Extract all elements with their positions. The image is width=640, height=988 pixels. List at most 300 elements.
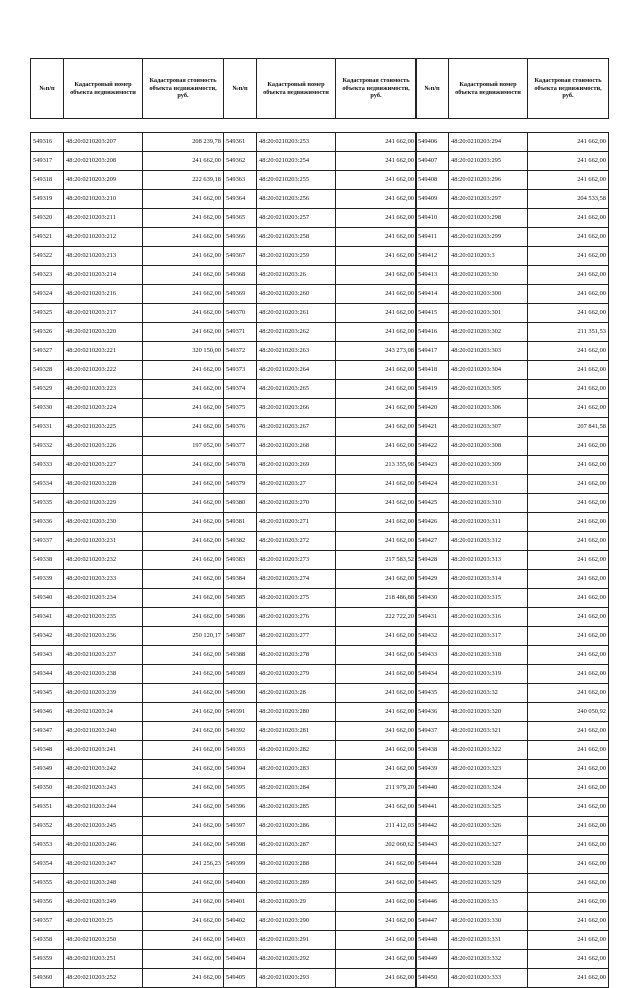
row-number: 549448: [416, 931, 449, 950]
row-number: 549384: [224, 570, 257, 589]
table-row: [31, 247, 224, 266]
cadastral-value: 241 662,00: [143, 950, 224, 969]
cadastral-number: 48:20:0210203:29: [257, 893, 336, 912]
row-number: 549396: [224, 798, 257, 817]
header-cadastral-value: Кадастровая стоимость объекта недвижимости, руб.: [336, 59, 417, 119]
cadastral-number: 48:20:0210203:284: [257, 779, 336, 798]
table-row: [224, 437, 417, 456]
cadastral-number: 48:20:0210203:307: [449, 418, 528, 437]
row-number: 549415: [416, 304, 449, 323]
table-row: [224, 266, 417, 285]
table-row: [416, 893, 609, 912]
cadastral-number: 48:20:0210203:272: [257, 532, 336, 551]
cadastral-number: 48:20:0210203:311: [449, 513, 528, 532]
row-number: 549337: [31, 532, 64, 551]
cadastral-value: 241 662,00: [143, 760, 224, 779]
cadastral-value: 241 662,00: [528, 608, 609, 627]
row-number: 549323: [31, 266, 64, 285]
cadastral-number: 48:20:0210203:233: [64, 570, 143, 589]
table-row: [224, 551, 417, 570]
cadastral-value: 241 662,00: [336, 931, 417, 950]
row-number: 549368: [224, 266, 257, 285]
table-row: [224, 418, 417, 437]
cadastral-value: 241 662,00: [528, 285, 609, 304]
table-row: [31, 456, 224, 475]
row-number: 549374: [224, 380, 257, 399]
row-number: 549375: [224, 399, 257, 418]
cadastral-value: 241 662,00: [336, 646, 417, 665]
table-row: [31, 950, 224, 969]
cadastral-number: 48:20:0210203:316: [449, 608, 528, 627]
cadastral-value: 241 662,00: [528, 893, 609, 912]
header-spacer: [224, 119, 417, 133]
cadastral-number: 48:20:0210203:277: [257, 627, 336, 646]
table-row: [416, 684, 609, 703]
row-number: 549319: [31, 190, 64, 209]
cadastral-number: 48:20:0210203:312: [449, 532, 528, 551]
table-row: [416, 266, 609, 285]
cadastral-value: 241 662,00: [528, 760, 609, 779]
cadastral-value: 241 662,00: [528, 266, 609, 285]
cadastral-number: 48:20:0210203:211: [64, 209, 143, 228]
cadastral-number: 48:20:0210203:295: [449, 152, 528, 171]
row-number: 549429: [416, 570, 449, 589]
row-number: 549328: [31, 361, 64, 380]
table-row: [224, 836, 417, 855]
cadastral-number: 48:20:0210203:270: [257, 494, 336, 513]
row-number: 549392: [224, 722, 257, 741]
row-number: 549324: [31, 285, 64, 304]
row-number: 549447: [416, 912, 449, 931]
table-row: [224, 513, 417, 532]
table-row: [224, 475, 417, 494]
row-number: 549424: [416, 475, 449, 494]
table-row: [416, 912, 609, 931]
cadastral-number: 48:20:0210203:257: [257, 209, 336, 228]
row-number: 549405: [224, 969, 257, 988]
row-number: 549316: [31, 133, 64, 152]
header-row: [416, 59, 609, 119]
cadastral-number: 48:20:0210203:225: [64, 418, 143, 437]
row-number: 549449: [416, 950, 449, 969]
table-row: [416, 494, 609, 513]
table-row: [416, 950, 609, 969]
cadastral-value: 241 662,00: [143, 931, 224, 950]
cadastral-value: 241 662,00: [528, 228, 609, 247]
cadastral-number: 48:20:0210203:249: [64, 893, 143, 912]
cadastral-value: 241 662,00: [143, 741, 224, 760]
row-number: 549355: [31, 874, 64, 893]
header-num: №п/п: [224, 59, 257, 119]
cadastral-number: 48:20:0210203:327: [449, 836, 528, 855]
cadastral-number: 48:20:0210203:31: [449, 475, 528, 494]
table-row: [31, 646, 224, 665]
cadastral-value: 217 583,52: [336, 551, 417, 570]
cadastral-value: 241 662,00: [336, 513, 417, 532]
row-number: 549426: [416, 513, 449, 532]
cadastral-number: 48:20:0210203:306: [449, 399, 528, 418]
row-number: 549422: [416, 437, 449, 456]
cadastral-value: 241 662,00: [143, 874, 224, 893]
cadastral-value: 241 662,00: [528, 874, 609, 893]
table-row: [224, 361, 417, 380]
cadastral-value: 241 662,00: [336, 798, 417, 817]
row-number: 549421: [416, 418, 449, 437]
cadastral-value: 197 052,00: [143, 437, 224, 456]
table-row: [224, 228, 417, 247]
table-row: [31, 741, 224, 760]
cadastral-value: 218 486,88: [336, 589, 417, 608]
cadastral-number: 48:20:0210203:236: [64, 627, 143, 646]
cadastral-value: 241 662,00: [528, 646, 609, 665]
cadastral-number: 48:20:0210203:24: [64, 703, 143, 722]
cadastral-value: 241 662,00: [336, 133, 417, 152]
cadastral-value: 241 662,00: [143, 285, 224, 304]
table-row: [416, 798, 609, 817]
table-row: [224, 779, 417, 798]
row-number: 549364: [224, 190, 257, 209]
cadastral-number: 48:20:0210203:230: [64, 513, 143, 532]
row-number: 549383: [224, 551, 257, 570]
spacer-cell: [224, 119, 257, 133]
table-row: [416, 627, 609, 646]
cadastral-number: 48:20:0210203:315: [449, 589, 528, 608]
row-number: 549334: [31, 475, 64, 494]
cadastral-value: 241 662,00: [528, 817, 609, 836]
cadastral-number: 48:20:0210203:253: [257, 133, 336, 152]
cadastral-number: 48:20:0210203:212: [64, 228, 143, 247]
cadastral-table-block-2: [223, 58, 417, 988]
cadastral-number: 48:20:0210203:292: [257, 950, 336, 969]
row-number: 549362: [224, 152, 257, 171]
cadastral-number: 48:20:0210203:258: [257, 228, 336, 247]
spacer-cell: [528, 119, 609, 133]
cadastral-table-block-3: [415, 58, 609, 988]
table-row: [224, 380, 417, 399]
cadastral-number: 48:20:0210203:330: [449, 912, 528, 931]
cadastral-number: 48:20:0210203:242: [64, 760, 143, 779]
cadastral-number: 48:20:0210203:321: [449, 722, 528, 741]
header-spacer: [416, 119, 609, 133]
spacer-cell: [416, 119, 449, 133]
table-row: [224, 589, 417, 608]
cadastral-number: 48:20:0210203:237: [64, 646, 143, 665]
cadastral-number: 48:20:0210203:227: [64, 456, 143, 475]
row-number: 549346: [31, 703, 64, 722]
table-row: [224, 171, 417, 190]
spacer-cell: [336, 119, 417, 133]
row-number: 549385: [224, 589, 257, 608]
row-number: 549363: [224, 171, 257, 190]
cadastral-number: 48:20:0210203:319: [449, 665, 528, 684]
cadastral-value: 241 662,00: [528, 855, 609, 874]
row-number: 549423: [416, 456, 449, 475]
cadastral-value: 241 662,00: [143, 551, 224, 570]
row-number: 549348: [31, 741, 64, 760]
cadastral-value: 241 662,00: [336, 874, 417, 893]
cadastral-number: 48:20:0210203:226: [64, 437, 143, 456]
cadastral-value: 241 662,00: [336, 171, 417, 190]
table-row: [31, 399, 224, 418]
cadastral-value: 241 662,00: [143, 798, 224, 817]
row-number: 549367: [224, 247, 257, 266]
row-number: 549391: [224, 703, 257, 722]
cadastral-value: 241 662,00: [336, 627, 417, 646]
row-number: 549442: [416, 817, 449, 836]
table-row: [31, 703, 224, 722]
cadastral-value: 243 273,08: [336, 342, 417, 361]
cadastral-value: 241 662,00: [336, 684, 417, 703]
row-number: 549401: [224, 893, 257, 912]
cadastral-number: 48:20:0210203:26: [257, 266, 336, 285]
row-number: 549341: [31, 608, 64, 627]
cadastral-number: 48:20:0210203:314: [449, 570, 528, 589]
row-number: 549399: [224, 855, 257, 874]
row-number: 549360: [31, 969, 64, 988]
cadastral-value: 241 662,00: [143, 228, 224, 247]
cadastral-value: 241 662,00: [143, 247, 224, 266]
cadastral-number: 48:20:0210203:286: [257, 817, 336, 836]
table-row: [416, 817, 609, 836]
cadastral-value: 241 662,00: [336, 760, 417, 779]
cadastral-table-block-1: [30, 58, 224, 988]
cadastral-value: 241 662,00: [143, 152, 224, 171]
cadastral-value: 241 662,00: [143, 684, 224, 703]
table-row: [224, 323, 417, 342]
row-number: 549388: [224, 646, 257, 665]
cadastral-number: 48:20:0210203:276: [257, 608, 336, 627]
cadastral-number: 48:20:0210203:254: [257, 152, 336, 171]
table-row: [31, 418, 224, 437]
cadastral-value: 241 662,00: [143, 323, 224, 342]
cadastral-number: 48:20:0210203:247: [64, 855, 143, 874]
cadastral-value: 241 662,00: [336, 855, 417, 874]
cadastral-number: 48:20:0210203:245: [64, 817, 143, 836]
cadastral-number: 48:20:0210203:303: [449, 342, 528, 361]
row-number: 549395: [224, 779, 257, 798]
spacer-cell: [143, 119, 224, 133]
cadastral-value: 241 662,00: [336, 703, 417, 722]
table-row: [31, 836, 224, 855]
spacer-cell: [31, 119, 64, 133]
cadastral-value: 250 120,17: [143, 627, 224, 646]
cadastral-number: 48:20:0210203:313: [449, 551, 528, 570]
cadastral-number: 48:20:0210203:271: [257, 513, 336, 532]
row-number: 549359: [31, 950, 64, 969]
row-number: 549382: [224, 532, 257, 551]
cadastral-value: 241 662,00: [143, 779, 224, 798]
spacer-cell: [64, 119, 143, 133]
row-number: 549408: [416, 171, 449, 190]
row-number: 549371: [224, 323, 257, 342]
table-row: [31, 513, 224, 532]
cadastral-number: 48:20:0210203:297: [449, 190, 528, 209]
table-row: [416, 152, 609, 171]
row-number: 549397: [224, 817, 257, 836]
table-row: [31, 133, 224, 152]
table-row: [31, 190, 224, 209]
table-row: [31, 228, 224, 247]
cadastral-number: 48:20:0210203:317: [449, 627, 528, 646]
cadastral-number: 48:20:0210203:250: [64, 931, 143, 950]
cadastral-number: 48:20:0210203:275: [257, 589, 336, 608]
table-row: [224, 152, 417, 171]
cadastral-number: 48:20:0210203:261: [257, 304, 336, 323]
cadastral-value: 211 412,03: [336, 817, 417, 836]
row-number: 549378: [224, 456, 257, 475]
cadastral-number: 48:20:0210203:209: [64, 171, 143, 190]
cadastral-value: 241 662,00: [336, 266, 417, 285]
cadastral-value: 241 662,00: [528, 684, 609, 703]
cadastral-value: 241 662,00: [528, 171, 609, 190]
cadastral-value: 211 351,53: [528, 323, 609, 342]
row-number: 549373: [224, 361, 257, 380]
row-number: 549432: [416, 627, 449, 646]
cadastral-value: 241 662,00: [528, 456, 609, 475]
cadastral-value: 241 662,00: [143, 266, 224, 285]
table-row: [416, 418, 609, 437]
row-number: 549386: [224, 608, 257, 627]
cadastral-value: 241 662,00: [528, 342, 609, 361]
cadastral-value: 241 662,00: [143, 418, 224, 437]
cadastral-number: 48:20:0210203:329: [449, 874, 528, 893]
row-number: 549327: [31, 342, 64, 361]
table-row: [31, 760, 224, 779]
row-number: 549370: [224, 304, 257, 323]
row-number: 549320: [31, 209, 64, 228]
table-row: [416, 247, 609, 266]
row-number: 549403: [224, 931, 257, 950]
table-row: [224, 912, 417, 931]
cadastral-number: 48:20:0210203:266: [257, 399, 336, 418]
row-number: 549439: [416, 760, 449, 779]
row-number: 549416: [416, 323, 449, 342]
cadastral-value: 241 662,00: [528, 437, 609, 456]
cadastral-number: 48:20:0210203:220: [64, 323, 143, 342]
cadastral-value: 241 662,00: [336, 380, 417, 399]
cadastral-value: 241 662,00: [528, 133, 609, 152]
cadastral-value: 241 662,00: [143, 912, 224, 931]
cadastral-value: 241 662,00: [528, 589, 609, 608]
row-number: 549433: [416, 646, 449, 665]
row-number: 549342: [31, 627, 64, 646]
cadastral-value: 241 662,00: [528, 532, 609, 551]
cadastral-number: 48:20:0210203:304: [449, 361, 528, 380]
row-number: 549441: [416, 798, 449, 817]
row-number: 549326: [31, 323, 64, 342]
table-row: [224, 703, 417, 722]
cadastral-value: 241 662,00: [528, 779, 609, 798]
table-row: [416, 931, 609, 950]
table-row: [416, 608, 609, 627]
header-cadastral-number: Кадастровый номер объекта недвижимости: [257, 59, 336, 119]
table-row: [416, 551, 609, 570]
table-row: [416, 855, 609, 874]
table-row: [31, 342, 224, 361]
cadastral-value: 241 662,00: [143, 893, 224, 912]
cadastral-number: 48:20:0210203:282: [257, 741, 336, 760]
cadastral-number: 48:20:0210203:290: [257, 912, 336, 931]
cadastral-value: 213 355,98: [336, 456, 417, 475]
row-number: 549317: [31, 152, 64, 171]
row-number: 549340: [31, 589, 64, 608]
header-row: [31, 59, 224, 119]
cadastral-value: 241 662,00: [143, 969, 224, 988]
table-row: [416, 703, 609, 722]
cadastral-value: 241 662,00: [528, 551, 609, 570]
cadastral-value: 241 662,00: [336, 190, 417, 209]
cadastral-value: 241 662,00: [143, 817, 224, 836]
cadastral-number: 48:20:0210203:305: [449, 380, 528, 399]
cadastral-number: 48:20:0210203:221: [64, 342, 143, 361]
table-row: [224, 665, 417, 684]
table-row: [416, 361, 609, 380]
cadastral-number: 48:20:0210203:264: [257, 361, 336, 380]
table-row: [416, 190, 609, 209]
cadastral-value: 241 662,00: [336, 475, 417, 494]
table-row: [416, 323, 609, 342]
table-row: [416, 760, 609, 779]
row-number: 549381: [224, 513, 257, 532]
row-number: 549365: [224, 209, 257, 228]
cadastral-number: 48:20:0210203:322: [449, 741, 528, 760]
table-row: [224, 874, 417, 893]
cadastral-number: 48:20:0210203:213: [64, 247, 143, 266]
cadastral-number: 48:20:0210203:285: [257, 798, 336, 817]
cadastral-number: 48:20:0210203:231: [64, 532, 143, 551]
row-number: 549336: [31, 513, 64, 532]
row-number: 549437: [416, 722, 449, 741]
table-row: [31, 570, 224, 589]
cadastral-value: 241 662,00: [143, 190, 224, 209]
cadastral-number: 48:20:0210203:210: [64, 190, 143, 209]
cadastral-value: 241 662,00: [336, 912, 417, 931]
row-number: 549352: [31, 817, 64, 836]
row-number: 549450: [416, 969, 449, 988]
cadastral-number: 48:20:0210203:217: [64, 304, 143, 323]
header-row: [224, 59, 417, 119]
table-row: [224, 494, 417, 513]
cadastral-number: 48:20:0210203:27: [257, 475, 336, 494]
cadastral-number: 48:20:0210203:274: [257, 570, 336, 589]
cadastral-value: 241 662,00: [143, 836, 224, 855]
row-number: 549436: [416, 703, 449, 722]
cadastral-number: 48:20:0210203:333: [449, 969, 528, 988]
cadastral-number: 48:20:0210203:243: [64, 779, 143, 798]
cadastral-value: 241 662,00: [143, 570, 224, 589]
cadastral-number: 48:20:0210203:332: [449, 950, 528, 969]
row-number: 549398: [224, 836, 257, 855]
cadastral-number: 48:20:0210203:248: [64, 874, 143, 893]
table-row: [416, 874, 609, 893]
spacer-cell: [257, 119, 336, 133]
cadastral-number: 48:20:0210203:289: [257, 874, 336, 893]
row-number: 549414: [416, 285, 449, 304]
table-row: [31, 589, 224, 608]
row-number: 549390: [224, 684, 257, 703]
cadastral-value: 241 662,00: [336, 152, 417, 171]
table-row: [31, 152, 224, 171]
table-row: [224, 456, 417, 475]
cadastral-number: 48:20:0210203:32: [449, 684, 528, 703]
row-number: 549425: [416, 494, 449, 513]
cadastral-value: 241 662,00: [143, 380, 224, 399]
cadastral-value: 241 662,00: [336, 570, 417, 589]
cadastral-value: 241 662,00: [143, 304, 224, 323]
cadastral-number: 48:20:0210203:28: [257, 684, 336, 703]
row-number: 549350: [31, 779, 64, 798]
cadastral-value: 241 662,00: [528, 722, 609, 741]
